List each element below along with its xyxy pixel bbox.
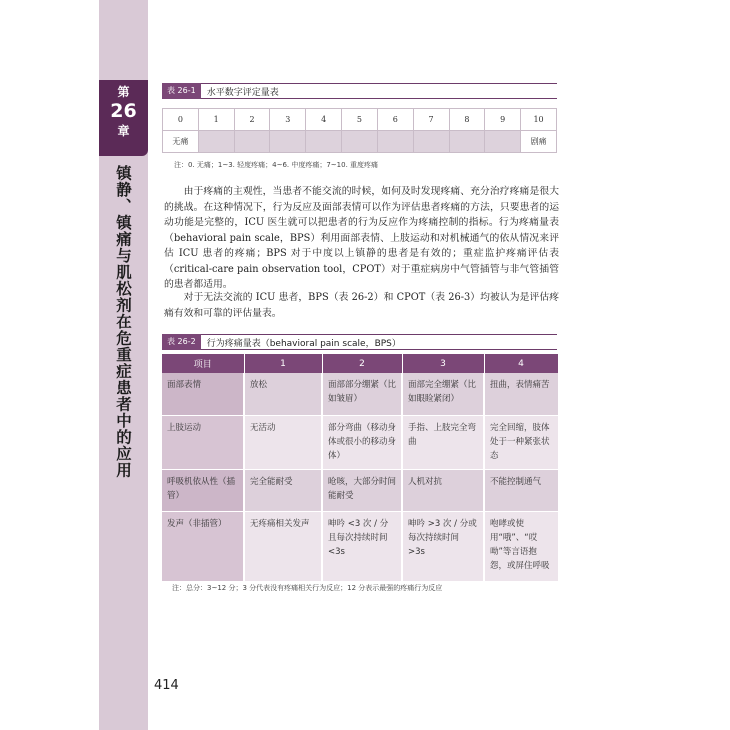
table-row — [162, 373, 558, 415]
table1-caption — [162, 83, 557, 99]
page-number: 414 — [154, 678, 179, 693]
bps-cell: 面部部分绷紧（比如皱眉） — [322, 373, 402, 415]
chapter-title: 镇静、镇痛与肌松剂在危重症患者中的应用 — [114, 165, 132, 479]
table1-label: 表 26-1 — [162, 83, 201, 99]
bps-cell: 面部完全绷紧（比如眼睑紧闭） — [402, 373, 484, 415]
table-row — [162, 511, 558, 581]
bps-item: 上肢运动 — [162, 415, 244, 469]
nrs-scale-row — [163, 131, 557, 153]
bps-cell: 部分弯曲（移动身体或很小的移动身体） — [322, 415, 402, 469]
bps-header-score: 1 — [244, 354, 322, 373]
nrs-number: 2 — [234, 109, 270, 131]
bps-cell: 完全能耐受 — [244, 469, 322, 511]
nrs-number: 6 — [377, 109, 413, 131]
bps-item: 面部表情 — [162, 373, 244, 415]
table2-caption — [162, 334, 557, 350]
bps-cell: 扭曲，表情痛苦 — [484, 373, 558, 415]
bps-cell: 手指、上肢完全弯曲 — [402, 415, 484, 469]
bps-header-score: 4 — [484, 354, 558, 373]
bps-cell: 咆哮或使用“哦”、“哎呦”等言语抱怨，或屏住呼吸 — [484, 511, 558, 581]
bps-cell: 无疼痛相关发声 — [244, 511, 322, 581]
bps-item: 发声（非插管） — [162, 511, 244, 581]
table2-label: 表 26-2 — [162, 334, 201, 350]
bps-table — [162, 354, 559, 582]
nrs-no-pain-label: 无痛 — [163, 131, 199, 153]
nrs-cell — [449, 131, 485, 153]
table1-note: 注：0. 无痛；1~3. 轻度疼痛；4~6. 中度疼痛；7~10. 重度疼痛 — [174, 161, 379, 169]
bps-header-score: 2 — [322, 354, 402, 373]
nrs-cell — [234, 131, 270, 153]
nrs-number-row — [163, 109, 557, 131]
bps-cell: 呛咳，大部分时间能耐受 — [322, 469, 402, 511]
bps-cell: 无活动 — [244, 415, 322, 469]
paragraph-2-text: 对于无法交流的 ICU 患者，BPS（表 26-2）和 CPOT（表 26-3）均被认为是评估疼痛有效和可靠的评估量表。 — [164, 292, 559, 319]
bps-cell: 呻吟 <3 次 / 分且每次持续时间 <3s — [322, 511, 402, 581]
paragraph-2 — [164, 290, 559, 321]
nrs-cell — [413, 131, 449, 153]
nrs-number: 8 — [449, 109, 485, 131]
bps-cell: 不能控制通气 — [484, 469, 558, 511]
paragraph-1-text: 由于疼痛的主观性，当患者不能交流的时候，如何及时发现疼痛、充分治疗疼痛是很大的挑战。在这种情况下，行为反应及面部表情可以作为评估患者疼痛的方法，只要患者的运动功能是完整的，ICU 医生就可以把患者的行为反应作为疼痛控制的指标。行为疼痛量表（behavioral pain scale，BPS）利用面部表情、上肢运动和对机械通气的依从情况来评估 ICU 患者的疼痛；BPS 对于中度以上镇静的患者是有效的；重症监护疼痛评估表（critical-care pain observation tool，CPOT）对于重症病房中气管插管与非气管插管的患者都适用。 — [164, 186, 559, 290]
nrs-cell — [306, 131, 342, 153]
nrs-number: 7 — [413, 109, 449, 131]
bps-header-row — [162, 354, 558, 373]
nrs-number: 3 — [270, 109, 306, 131]
nrs-number: 0 — [163, 109, 199, 131]
table2-note: 注：总分：3~12 分；3 分代表没有疼痛相关行为反应；12 分表示最强的疼痛行为反应 — [172, 584, 443, 592]
chapter-tab-line3: 章 — [117, 124, 130, 138]
bps-cell: 完全回缩，肢体处于一种紧张状态 — [484, 415, 558, 469]
bps-header-score: 3 — [402, 354, 484, 373]
chapter-tab-line1: 第 — [117, 85, 130, 99]
chapter-tab-number: 26 — [110, 100, 137, 122]
nrs-number: 9 — [485, 109, 521, 131]
bps-cell: 人机对抗 — [402, 469, 484, 511]
table-row — [162, 469, 558, 511]
bps-cell: 放松 — [244, 373, 322, 415]
table-row — [162, 415, 558, 469]
bps-item: 呼吸机依从性（插管） — [162, 469, 244, 511]
table2-title: 行为疼痛量表（behavioral pain scale，BPS） — [206, 338, 401, 349]
nrs-table — [162, 108, 557, 153]
nrs-number: 10 — [521, 109, 557, 131]
nrs-number: 4 — [306, 109, 342, 131]
nrs-cell — [198, 131, 234, 153]
nrs-severe-pain-label: 剧痛 — [521, 131, 557, 153]
nrs-cell — [270, 131, 306, 153]
paragraph-1 — [164, 184, 559, 293]
bps-cell: 呻吟 >3 次 / 分或每次持续时间 >3s — [402, 511, 484, 581]
bps-header-item: 项目 — [162, 354, 244, 373]
table1-title: 水平数字评定量表 — [206, 87, 279, 98]
nrs-cell — [377, 131, 413, 153]
nrs-cell — [485, 131, 521, 153]
chapter-tab — [99, 80, 148, 156]
nrs-number: 1 — [198, 109, 234, 131]
nrs-number: 5 — [342, 109, 378, 131]
nrs-cell — [342, 131, 378, 153]
